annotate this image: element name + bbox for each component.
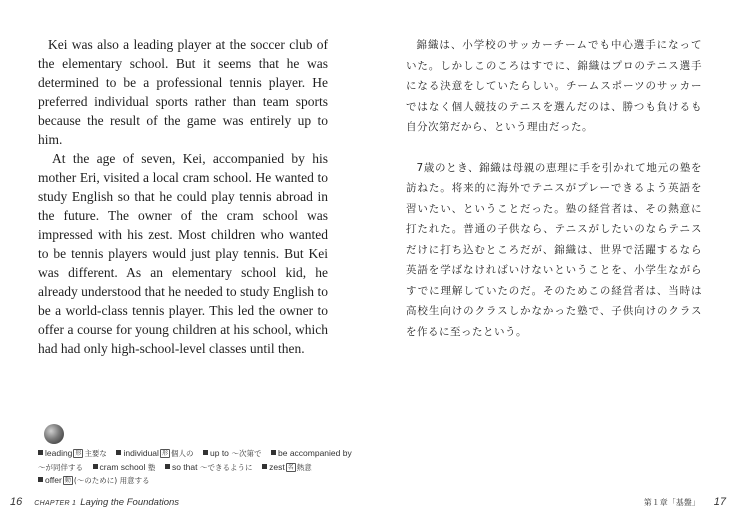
chapter-label-japanese: 第１章「基盤」	[643, 498, 700, 507]
japanese-paragraph-1: 錦織は、小学校のサッカーチームでも中心選手になっていた。しかしこのころはすでに、錦織はプロのテニス選手になる決意をしていたらしい。チームスポーツのサッカーではなく個人競技のテニスを選んだのは、勝つも負けるも自分次第だから、という理由だった。	[406, 39, 702, 133]
vocab-term: individual	[123, 448, 159, 458]
vocab-item	[38, 449, 107, 458]
part-of-speech-badge: 動	[64, 477, 71, 484]
vocab-item	[116, 449, 193, 458]
vocabulary-notes	[38, 424, 352, 488]
vocab-gloss: 塾	[147, 462, 156, 472]
bullet-square	[38, 450, 43, 455]
vocab-gloss: 〜が同伴する	[38, 462, 83, 472]
bullet-square	[165, 464, 170, 469]
page-number-left: 16	[10, 496, 23, 508]
vocab-term: up to	[210, 448, 229, 458]
vocab-item	[93, 463, 156, 472]
english-paragraph-1: Kei was also a leading player at the soccer club of the elementary school. But it seems that he was determined to be a professional tennis player. He preferred individual sports rather than team sports because the result of the game was entirely up to him.	[38, 37, 328, 147]
japanese-paragraph-2: 7歳のとき、錦織は母親の恵理に手を引かれて地元の塾を訪ねた。将来的に海外でテニスがプレーできるよう英語を習いたい、ということだった。塾の経営者は、その熱意に打たれた。普通の子供なら、テニスがしたいのならテニスだけに打ち込むところだが、錦織は、世界で活躍するなら英語を学ばなければいけないということを、小学生ながらすでに理解していたのだ。そのためこの経営者は、当時は高校生向けのクラスしかなかった塾で、子供向けのクラスを作るに至ったという。	[406, 161, 702, 338]
audio-track-icon[interactable]	[44, 424, 64, 444]
bullet-square	[116, 450, 121, 455]
vocab-gloss: (〜のために) 用意する	[73, 476, 150, 485]
vocabulary-line	[38, 474, 338, 488]
vocab-gloss: 個人の	[170, 449, 194, 458]
vocab-term: be accompanied by	[278, 448, 352, 458]
vocab-term: so that	[171, 461, 198, 472]
bullet-square	[203, 450, 208, 455]
vocab-term: cram school	[99, 461, 146, 472]
vocab-item	[203, 449, 261, 458]
bullet-square	[271, 450, 276, 455]
vocab-item	[38, 476, 150, 485]
chapter-title: Laying the Foundations	[80, 497, 180, 508]
part-of-speech-badge: 形	[75, 450, 82, 457]
bullet-square	[38, 477, 43, 482]
vocab-term: zest	[269, 461, 285, 472]
vocab-term: offer	[45, 475, 62, 485]
right-page-footer	[644, 496, 726, 508]
chapter-label: CHAPTER 1	[34, 500, 77, 507]
part-of-speech-badge: 名	[287, 463, 294, 471]
vocab-gloss: 〜できるように	[200, 462, 253, 472]
vocab-term: leading	[45, 448, 73, 458]
japanese-body-text	[406, 35, 702, 342]
english-body-text	[38, 35, 328, 358]
vocab-item	[262, 463, 312, 472]
vocab-item	[38, 463, 83, 472]
bullet-square	[93, 464, 98, 469]
vocab-item	[165, 463, 253, 472]
vocab-item	[271, 449, 352, 458]
vocab-gloss: 熱意	[296, 462, 312, 472]
vocabulary-line	[38, 447, 352, 461]
vocab-gloss: 〜次第で	[231, 449, 262, 458]
vocabulary-list	[38, 447, 352, 488]
vocab-gloss: 主要な	[84, 449, 107, 458]
right-page	[368, 0, 736, 524]
part-of-speech-badge: 形	[161, 450, 168, 457]
bullet-square	[262, 464, 267, 469]
vocabulary-line	[38, 461, 338, 475]
page-number-right: 17	[713, 496, 726, 508]
english-paragraph-2: At the age of seven, Kei, accompanied by his mother Eri, visited a local cram school. He wanted to study English so that he could play tennis abroad in the future. The owner of the cram school was impressed with his zest. Most children who wanted to be tennis players would just play tennis. But Kei was different. As an elementary school kid, he already understood that he needed to study English to be a world-class tennis player. This led the owner to offer a course for young children at his school, which had had only high-school-level classes until then.	[38, 151, 328, 356]
left-page-footer	[10, 496, 179, 508]
